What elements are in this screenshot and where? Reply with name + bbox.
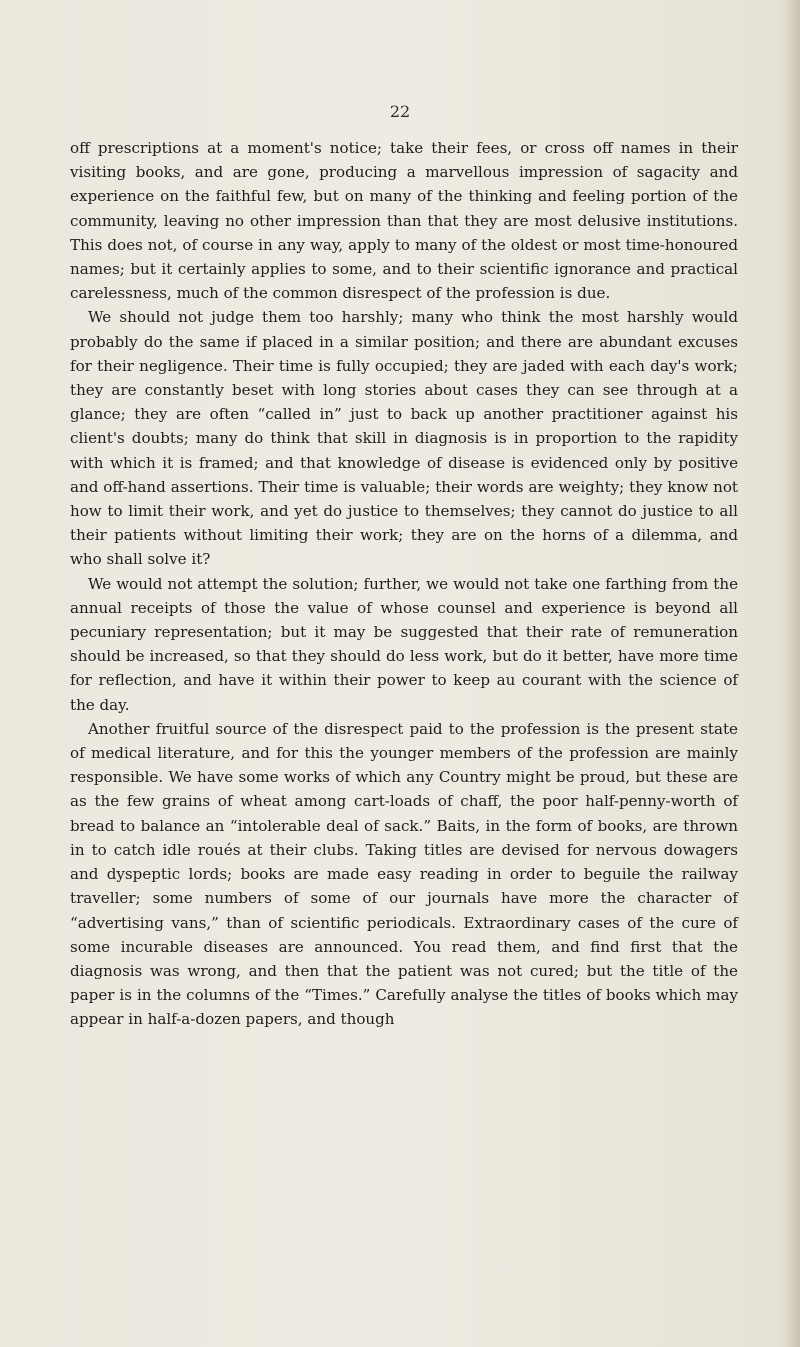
paragraph-continuation: off prescriptions at a moment's notice; take their fees, or cross off names in their visiting books, and are gone, producing a marvellous impression of sagacity and experience on the faithful few, but on many of the thinking and feeling portion of the community, leaving no other impression than that they are most delusive institutions. This does not, of course in any way, apply to many of the oldest or most time-honoured names; but it certainly applies to some, and to their scientific ignorance and practical carelessness, much of the common disrespect of the profession is due. [70, 139, 738, 303]
paragraph-solution: We would not attempt the solution; further, we would not take one farthing from the annual receipts of those the value of whose counsel and experience is beyond all pecuniary representation; but it may be suggested that their rate of remuneration should be increased, so that they should do less work, but do it better, have more time for reflection, and have it within their power to keep au courant with the science of the day. [70, 574, 738, 714]
body-text [70, 136, 738, 1032]
page-number: 22 [389, 102, 411, 121]
page-edge-shadow [786, 0, 800, 1347]
paragraph-judge-harshly: We should not judge them too harshly; many who think the most harshly would probably do the same if placed in a similar position; and there are abundant excuses for their negligence. Their time is fully occupied; they are jaded with each day's work; they are constantly beset with long stories about cases they can see through at a glance; they are often “called in” just to back up another practitioner against his client's doubts; many do think that skill in diagnosis is in proportion to the rapidity with which it is framed; and that knowledge of disease is evidenced only by positive and off-hand assertions. Their time is valuable; their words are weighty; they know not how to limit their work, and yet do justice to themselves; they cannot do justice to all their patients without limiting their work; they are on the horns of a dilemma, and who shall solve it? [70, 308, 738, 569]
paragraph-medical-literature: Another fruitful source of the disrespect paid to the profession is the present state of medical literature, and for this the younger members of the profession are mainly responsible. We have some works of which any Country might be proud, but these are as the few grains of wheat among cart-loads of chaff, the poor half-penny-worth of bread to balance an “intolerable deal of sack.” Baits, in the form of books, are thrown in to catch idle roués at their clubs. Taking titles are devised for nervous dowagers and dyspeptic lords; books are made easy reading in order to beguile the railway traveller; some numbers of some of our journals have more the character of “advertising vans,” than of scientific periodicals. Extraordinary cases of the cure of some incurable diseases are announced. You read them, and find first that the diagnosis was wrong, and then that the patient was not cured; but the title of the paper is in the columns of the “Times.” Carefully analyse the titles of books which may appear in half-a-dozen papers, and though [70, 719, 738, 1029]
